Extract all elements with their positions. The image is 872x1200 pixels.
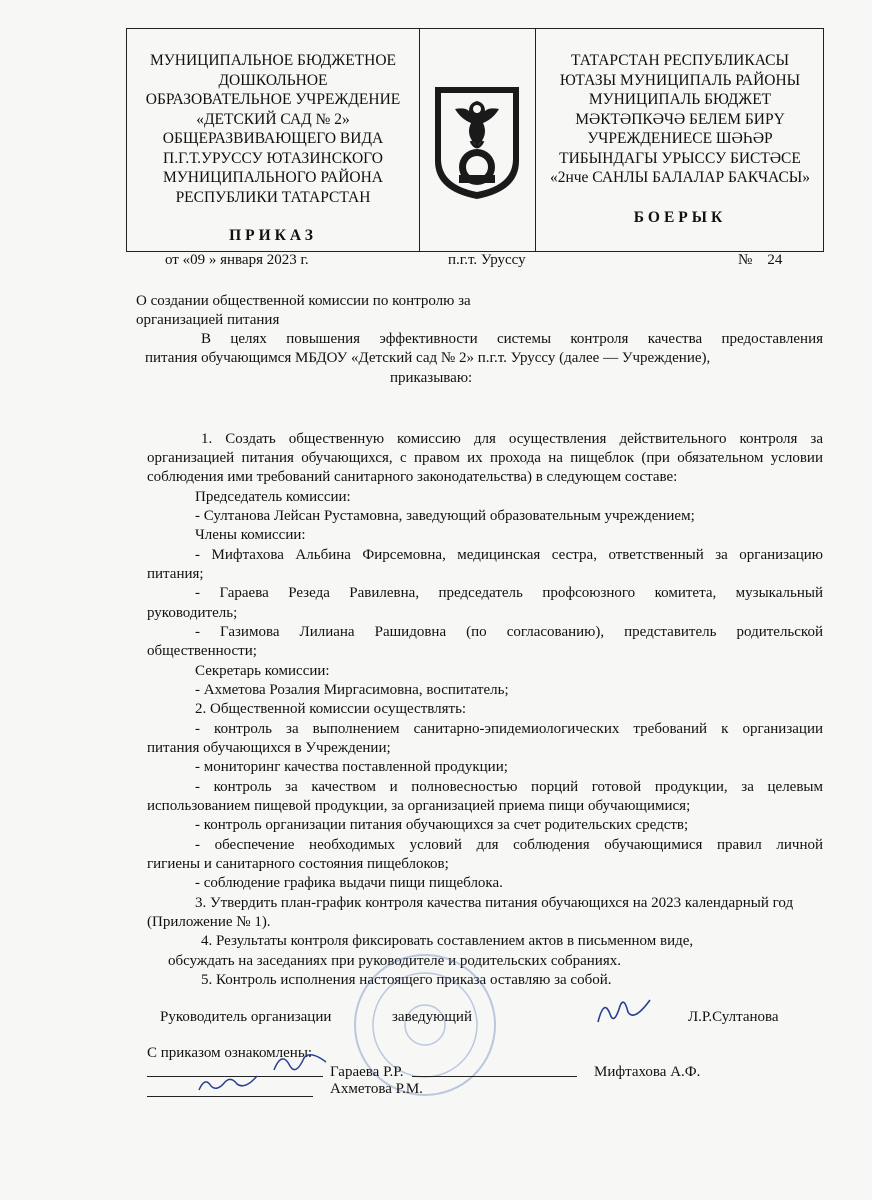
body-line: - контроль за выполнением санитарно-эпидемиологических требований к организации	[195, 721, 823, 737]
body-line: 4. Результаты контроля фиксировать составлением актов в письменном виде,	[201, 933, 694, 949]
body-line: - контроль организации питания обучающихся за счет родительских средств;	[195, 817, 689, 833]
acknowledged-name-1: Гараева Р.Р.	[330, 1064, 404, 1080]
body-line: 1. Создать общественную комиссию для осуществления действительного контроля за	[201, 431, 823, 447]
body-line: - соблюдение графика выдачи пищи пищеблока.	[195, 875, 503, 891]
body-line: Секретарь комиссии:	[195, 663, 330, 679]
body-line: - обеспечение необходимых условий для соблюдения обучающимися правил личной	[195, 837, 823, 853]
body-line: - Мифтахова Альбина Фирсемовна, медицинская сестра, ответственный за организацию	[195, 547, 823, 563]
preamble-line-2: питания обучающимся МБДОУ «Детский сад № 2» п.г.т. Уруссу (далее — Учреждение),	[145, 350, 711, 366]
body-line: Члены комиссии:	[195, 527, 306, 543]
body-line: использованием пищевой продукции, за организацией приема пищи обучающимися;	[147, 798, 691, 814]
order-date: от «09 » января 2023 г.	[165, 252, 309, 268]
acknowledgement-label: С приказом ознакомлены:	[147, 1045, 313, 1061]
number-value: 24	[767, 252, 783, 268]
body-line: питания;	[147, 566, 204, 582]
garaeva-signature-icon	[270, 1048, 330, 1078]
body-line: питания обучающихся в Учреждении;	[147, 740, 391, 756]
body-line: - Ахметова Розалия Миргасимовна, воспитатель;	[195, 682, 509, 698]
letterhead-left	[127, 29, 420, 251]
org-name-russian: МУНИЦИПАЛЬНОЕ БЮДЖЕТНОЕ ДОШКОЛЬНОЕ ОБРАЗОВАТЕЛЬНОЕ УЧРЕЖДЕНИЕ «ДЕТСКИЙ САД № 2» ОБЩЕРАЗВИВАЮЩЕГО ВИДА П.Г.Т.УРУССУ ЮТАЗИНСКОГО МУНИЦИПАЛЬНОГО РАЙОНА РЕСПУБЛИКИ ТАТАРСТАН	[145, 52, 401, 206]
director-signature-icon	[590, 992, 660, 1032]
body-line: - Султанова Лейсан Рустамовна, заведующий образовательным учреждением;	[195, 508, 695, 524]
body-line: гигиены и санитарного состояния пищеблоков;	[147, 856, 449, 872]
preamble-order-word: приказываю:	[390, 370, 473, 386]
order-title-tatar: БОЕРЫК	[633, 209, 727, 226]
body-line: 5. Контроль исполнения настоящего приказа оставляю за собой.	[201, 972, 612, 988]
body-line: 3. Утвердить план-график контроля качества питания обучающихся на 2023 календарный год	[195, 895, 794, 911]
body-line: организацией питания обучающихся, с правом их прохода на пищеблок (при обязательном условии	[147, 450, 823, 466]
body-line: (Приложение № 1).	[147, 914, 271, 930]
body-line: - Гараева Резеда Равилевна, председатель профсоюзного комитета, музыкальный	[195, 585, 823, 601]
order-title-russian: ПРИКАЗ	[229, 227, 317, 244]
preamble-line-1: В целях повышения эффективности системы контроля качества предоставления	[201, 331, 823, 347]
acknowledged-name-3: Ахметова Р.М.	[330, 1081, 423, 1097]
order-subject: О создании общественной комиссии по контролю за организацией питания	[136, 293, 471, 329]
signature-position: заведующий	[392, 1009, 472, 1025]
org-name-tatar: ТАТАРСТАН РЕСПУБЛИКАСЫ ЮТАЗЫ МУНИЦИПАЛЬ РАЙОНЫ МУНИЦИПАЛЬ БЮДЖЕТ МӘКТӘПКӘЧӘ БЕЛЕМ БИРҮ УЧРЕЖДЕНИЕСЕ ШӘҺӘР ТИБЫНДАГЫ УРЫССУ БИСТӘСЕ «2нче САНЛЫ БАЛАЛАР БАКЧАСЫ»	[549, 52, 811, 186]
order-place: п.г.т. Уруссу	[448, 252, 526, 268]
body-line: - Газимова Лилиана Рашидовна (по согласованию), представитель родительской	[195, 624, 823, 640]
order-number	[738, 252, 782, 269]
number-label: №	[738, 252, 753, 268]
body-line: 2. Общественной комиссии осуществлять:	[195, 701, 467, 717]
letterhead	[126, 28, 824, 252]
body-line: общественности;	[147, 643, 257, 659]
signature-line	[412, 1060, 577, 1077]
akhmetova-signature-icon	[195, 1070, 261, 1096]
body-line: Председатель комиссии:	[195, 489, 351, 505]
letterhead-right	[535, 29, 824, 251]
body-line: обсуждать на заседаниях при руководителе и родительских собраниях.	[168, 953, 621, 969]
signature-name: Л.Р.Султанова	[688, 1009, 779, 1025]
letterhead-emblem	[419, 29, 535, 251]
body-line: - мониторинг качества поставленной продукции;	[195, 759, 508, 775]
acknowledged-name-2: Мифтахова А.Ф.	[594, 1064, 701, 1080]
coat-of-arms-icon	[431, 83, 523, 201]
body-line: - контроль за качеством и полновесностью порций готовой продукции, за целевым	[195, 779, 823, 795]
body-line: руководитель;	[147, 605, 238, 621]
body-line: соблюдения ими требований санитарного законодательства) в следующем составе:	[147, 469, 678, 485]
signature-role: Руководитель организации	[160, 1009, 332, 1025]
